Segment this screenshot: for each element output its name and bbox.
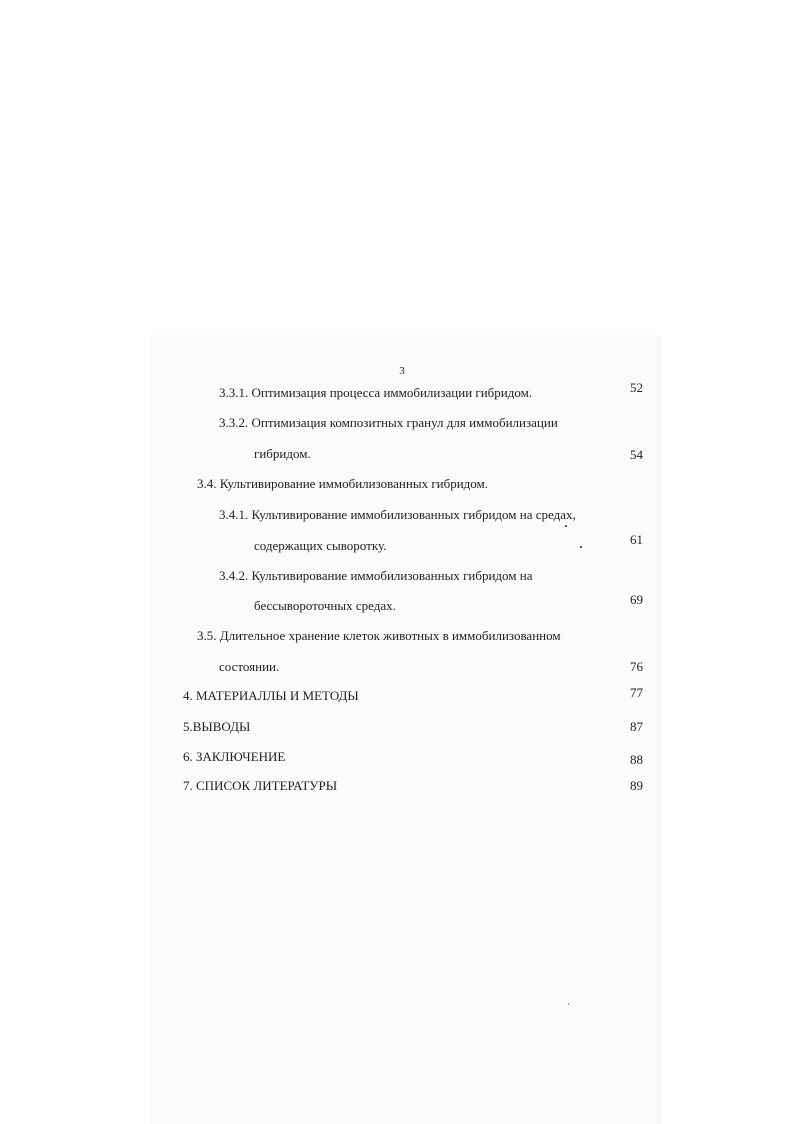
scan-speck (565, 525, 567, 527)
scan-speck (568, 1003, 569, 1005)
toc-entry-3-3-1: 3.3.1. Оптимизация процесса иммобилизации гибридом. (219, 385, 533, 400)
toc-entry-3-4: 3.4. Культивирование иммобилизованных гибридом. (197, 476, 489, 491)
toc-page-3-3-2: 54 (630, 447, 643, 462)
toc-page-3-3-1: 52 (630, 380, 643, 395)
toc-entry-7: 7. СПИСОК ЛИТЕРАТУРЫ (183, 778, 338, 793)
toc-page-4: 77 (630, 685, 643, 700)
page-number: 3 (399, 365, 405, 377)
toc-entry-3-4-1-line2: содержащих сыворотку. (254, 538, 387, 553)
scan-speck (580, 546, 582, 548)
toc-entry-4: 4. МАТЕРИАЛЛЫ И МЕТОДЫ (183, 688, 359, 703)
toc-page-3-5: 76 (630, 659, 643, 674)
toc-page-6: 88 (630, 752, 643, 767)
toc-page-3-4-1: 61 (630, 532, 643, 547)
toc-entry-3-4-1-line1: 3.4.1. Культивирование иммобилизованных гибридом на средах, (219, 507, 576, 522)
toc-entry-3-4-2-line1: 3.4.2. Культивирование иммобилизованных гибридом на (219, 568, 533, 583)
toc-page-5: 87 (630, 719, 643, 734)
toc-page-7: 89 (630, 778, 643, 793)
toc-entry-3-3-2-line1: 3.3.2. Оптимизация композитных гранул для иммобилизации (219, 415, 558, 430)
toc-entry-3-3-2-line2: гибридом. (254, 446, 311, 461)
toc-entry-6: 6. ЗАКЛЮЧЕНИЕ (183, 749, 286, 764)
toc-entry-5: 5.ВЫВОДЫ (183, 719, 251, 734)
toc-entry-3-5-line2: состоянии. (219, 659, 280, 674)
toc-entry-3-5-line1: 3.5. Длительное хранение клеток животных в иммобилизованном (197, 628, 561, 643)
toc-entry-3-4-2-line2: бессывороточных средах. (254, 598, 396, 613)
toc-page-3-4-2: 69 (630, 592, 643, 607)
